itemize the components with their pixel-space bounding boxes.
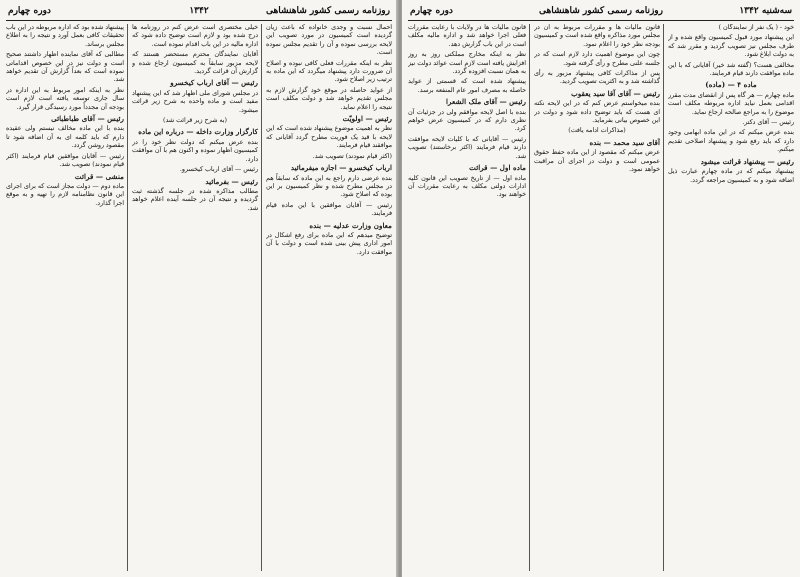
paragraph: نظر به اینکه مقررات فعلی کافی نبوده و اصلاح آن ضرورت دارد پیشنهاد میگردد که این ماده به ترتیب زیر اصلاح شود. (266, 59, 392, 84)
paragraph: رئیس — آقایان موافقین قیام فرمایند (اکثر قیام نمودند) تصویب شد. (6, 152, 124, 169)
left-page-header (6, 4, 392, 21)
paragraph: ماده چهارم — هر گاه پس از انقضای مدت مقرر اقدامی بعمل نیاید اداره مربوطه مکلف است موضوع را به مراجع صالحه ارجاع نماید. (668, 91, 794, 116)
paragraph: احمال نسبت و وجدی خانواده که باعث زیان گردیده است کمیسیون در مورد تصویب این لایحه بررسی نموده و آن را تقدیم مجلس نموده است. (266, 24, 392, 57)
left-header-year: ۱۳۴۲ (189, 6, 209, 16)
section-heading: ارباب کیخسرو — اجازه میفرمائید (290, 163, 392, 173)
paragraph: چون این موضوع اهمیت دارد لازم است که در جلسه علنی مطرح و رأی گرفته شود. (534, 51, 660, 67)
section-heading: رئیس — بفرمائید (205, 176, 258, 186)
left-column-2 (132, 24, 258, 571)
left-column-3 (6, 24, 124, 571)
section-heading: رئیس — پیشنهاد قرائت میشود (700, 156, 794, 166)
paragraph: این پیشنهاد مورد قبول کمیسیون واقع شده و از طرف مجلس نیز تصویب گردید و مقرر شد که به دولت ابلاغ شود. (668, 34, 794, 59)
paragraph: خیلی مختصری است عرض کنم در روزنامه ها درج شده بود و لازم است توضیح داده شود که اداره مالیه در این باب اقدام نموده است. (132, 24, 258, 48)
left-page (0, 0, 398, 577)
paragraph: آقایان نمایندگان محترم مستحضر هستند که لایحه مزبور سابقاً به کمیسیون ارجاع شده و گزارش آن قرائت گردید. (132, 51, 258, 76)
column-rule (261, 24, 262, 571)
paragraph: عرض میکنم که مقصود از این ماده حفظ حقوق عمومی است و دولت در اجرای آن مراقبت خواهد نمود. (534, 149, 660, 174)
right-page-header (408, 4, 794, 21)
paragraph: پیشنهاد شده بود که اداره مربوطه در این باب تحقیقات کافی بعمل آورد و نتیجه را به اطلاع مجلس برساند. (6, 24, 124, 48)
section-heading: کارگزار وزارت داخله — درباره این ماده (138, 127, 258, 137)
section-heading: منشی — قرائت (74, 171, 124, 181)
paragraph: بنده با اصل لایحه موافقم ولی در جزئیات آن نظری دارم که در کمیسیون عرض خواهم کرد. (408, 108, 526, 133)
paragraph: (مذاکرات ادامه یافت) (568, 127, 626, 135)
section-heading: رئیس — آقای ارباب کیخسرو (170, 78, 258, 88)
paragraph: رئیس — آقای دکتر. (742, 119, 794, 127)
left-column-1 (266, 24, 392, 571)
column-rule (663, 24, 664, 571)
paragraph: رئیس — آقای ارباب کیخسرو. (179, 166, 258, 174)
paragraph: رئیس — آقایانی که با کلیات لایحه موافقت دارند قیام فرمایند (اکثر برخاستند) تصویب شد. (408, 135, 526, 160)
paragraph: توضیح میدهم که این ماده برای رفع اشکال در امور اداری پیش بینی شده است و دولت با آن موافقت دارد. (266, 231, 392, 256)
paragraph: از عواید حاصله در موقع خود گزارش لازم به مجلس تقدیم خواهد شد و دولت مکلف است نتیجه را اعلام نماید. (266, 86, 392, 111)
left-header-title: روزنامه رسمی کشور شاهنشاهی (266, 6, 390, 16)
right-header-date: سه‌شنبه ۱۳۴۲ (739, 6, 792, 16)
paragraph: مخالفی هست؟ (گفته شد خیر) آقایانی که با این ماده موافقت دارند قیام فرمایند. (668, 61, 794, 78)
paragraph: پیشنهاد میکنم که در ماده چهارم عبارت ذیل اضافه شود و به کمیسیون مراجعه گردد. (668, 168, 794, 184)
paragraph: ماده اول — از تاریخ تصویب این قانون کلیه ادارات دولتی مکلف به رعایت مقررات آن خواهند بود. (408, 174, 526, 199)
paragraph: بنده عرض میکنم که دولت نظر خود را در کمیسیون اظهار نموده و اکنون هم با آن موافقت دارد. (132, 138, 258, 163)
paragraph: پیشنهاد شده است که قسمتی از عواید حاصله به مصرف امور عام المنفعه برسد. (408, 78, 526, 94)
section-heading: رئیس — آقای آقا سید یعقوب (571, 88, 660, 98)
paragraph: مطالبی که آقای نماینده اظهار داشتند صحیح است و دولت نیز در این خصوص اقداماتی نموده است که بعداً گزارش آن تقدیم خواهد شد. (6, 51, 124, 84)
section-heading: رئیس — اولویّت (342, 114, 392, 124)
paragraph: نظر به اینکه مخارج مملکتی روز به روز افزایش یافته است لازم است عوائد دولت نیز به همان نسبت افزوده گردد. (408, 51, 526, 76)
paragraph: مطالب مذاکره شده در جلسه گذشته ثبت گردیده و نتیجه آن در جلسه آینده اعلام خواهد شد. (132, 187, 258, 212)
paragraph: (اکثر قیام نمودند) تصویب شد. (312, 152, 392, 160)
paragraph: پس از مذاکرات کافی پیشنهاد مزبور به رأی گذاشته شد و به اکثریت تصویب گردید. (534, 70, 660, 86)
paragraph: بنده با این ماده مخالف نیستم ولی عقیده دارم که باید کلمه ای به آن اضافه شود تا مقصود روشن گردد. (6, 125, 124, 150)
paragraph: بنده عرضی دارم راجع به این ماده که سابقاً هم در مجلس مطرح شده و نظر کمیسیون بر این بوده که اصلاح شود. (266, 174, 392, 199)
paragraph: در مجلس شورای ملی اظهار شد که این پیشنهاد مفید است و ماده واحده به شرح زیر قرائت میشود. (132, 89, 258, 114)
paragraph: ماده دوم — دولت مجاز است که برای اجرای این قانون نظامنامه لازم را تهیه و به موقع اجرا گذارد. (6, 182, 124, 207)
right-column-1 (668, 24, 794, 571)
paragraph: قانون مالیات ها در ولایات با رعایت مقررات فعلی اجرا خواهد شد و اداره مالیه مکلف است در این باب گزارش دهد. (408, 24, 526, 48)
section-heading: ماده ۴ — (ماده) (705, 80, 757, 90)
paragraph: بنده عرض میکنم که در این ماده ابهامی وجود دارد که باید رفع شود و پیشنهاد اصلاحی تقدیم میکنم. (668, 129, 794, 154)
paragraph: خود - ( یک نفر از نمایندگان ) (718, 24, 794, 31)
section-heading: معاون وزارت عدلیه — بنده (309, 220, 392, 230)
paragraph: بنده میخواستم عرض کنم که در این لایحه نکته ای هست که باید توضیح داده شود و دولت در این خصوص بیانی بفرماید. (534, 100, 660, 125)
section-heading: ماده اول — قرائت (469, 163, 526, 173)
section-heading: رئیس — آقای طباطبائی (51, 114, 124, 124)
column-rule (127, 24, 128, 571)
column-rule (529, 24, 530, 571)
section-heading: آقای سید محمد — بنده (589, 137, 660, 147)
right-page (402, 0, 800, 577)
left-header-volume: دوره چهارم (8, 6, 51, 16)
right-column-2 (534, 24, 660, 571)
right-column-3 (408, 24, 526, 571)
paragraph: قانون مالیات ها و مقررات مربوط به آن در مجلس مورد مذاکره واقع شده است و کمیسیون بودجه نظر خود را اعلام نمود. (534, 24, 660, 48)
section-heading: رئیس — آقای ملک الشعرا (446, 97, 526, 107)
right-header-title: روزنامه رسمی کشور شاهنشاهی (539, 6, 663, 16)
paragraph: رئیس — آقایان موافقین با این ماده قیام فرمایند. (266, 201, 392, 218)
paragraph: (به شرح زیر قرائت شد) (163, 117, 227, 125)
right-header-volume: دوره چهارم (410, 6, 453, 16)
paragraph: نظر به اینکه امور مربوط به این اداره در سال جاری توسعه یافته است لازم است بودجه آن مجدداً مورد رسیدگی قرار گیرد. (6, 86, 124, 111)
paragraph: نظر به اهمیت موضوع پیشنهاد شده است که این لایحه با قید یک فوریت مطرح گردد آقایانی که موافقند قیام فرمایند. (266, 125, 392, 150)
